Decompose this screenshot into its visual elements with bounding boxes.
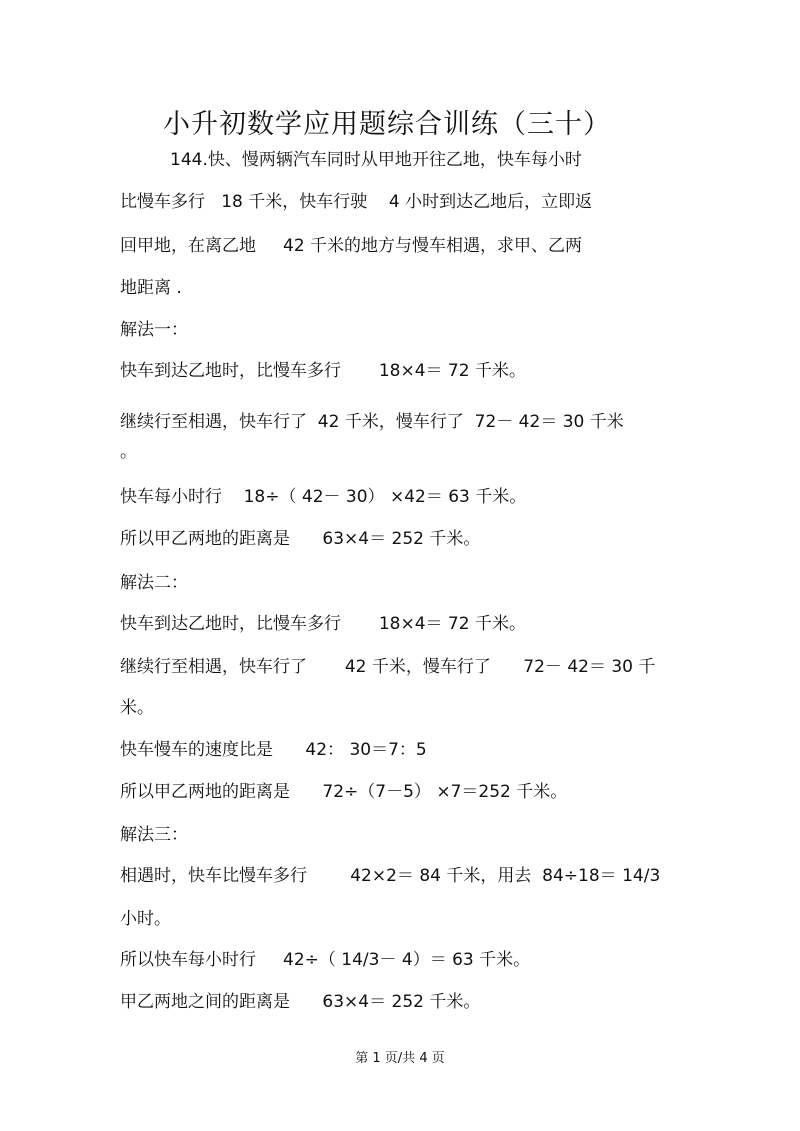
- solution3-heading: 解法三：: [120, 825, 188, 845]
- solution1-line: 所以甲乙两地的距离是 63×4＝ 252 千米。: [120, 529, 481, 549]
- solution2-line: 所以甲乙两地的距离是 72÷（7－5） ×7＝252 千米。: [120, 782, 568, 802]
- page-footer: 第 1 页/共 4 页: [355, 1051, 445, 1066]
- solution3-line: 甲乙两地之间的距离是 63×4＝ 252 千米。: [120, 992, 481, 1012]
- solution2-line: 快车到达乙地时，比慢车多行 18×4＝ 72 千米。: [120, 614, 526, 634]
- solution1-line: 快车每小时行 18÷（ 42－ 30） ×42＝ 63 千米。: [120, 487, 527, 507]
- problem-line-4: 地距离 .: [120, 278, 182, 298]
- solution2-line: 米。: [120, 698, 154, 718]
- solution3-line: 相遇时，快车比慢车多行 42×2＝ 84 千米，用去 84÷18＝ 14/3: [120, 866, 661, 886]
- page-title: 小升初数学应用题综合训练（三十）: [163, 109, 611, 140]
- problem-line-2: 比慢车多行 18 千米，快车行驶 4 小时到达乙地后，立即返: [120, 192, 593, 212]
- solution1-line: 。: [120, 442, 137, 462]
- solution1-line: 继续行至相遇，快车行了 42 千米，慢车行了 72－ 42＝ 30 千米: [120, 412, 624, 432]
- solution1-heading: 解法一：: [120, 320, 188, 340]
- solution2-heading: 解法二：: [120, 573, 188, 593]
- solution3-line: 小时。: [120, 909, 171, 929]
- solution2-line: 快车慢车的速度比是 42： 30＝7：5: [120, 740, 427, 760]
- problem-line-3: 回甲地，在离乙地 42 千米的地方与慢车相遇，求甲、乙两: [120, 236, 583, 256]
- problem-line-1: 144.快、慢两辆汽车同时从甲地开往乙地，快车每小时: [170, 150, 582, 170]
- solution3-line: 所以快车每小时行 42÷（ 14/3－ 4）＝ 63 千米。: [120, 950, 531, 970]
- solution2-line: 继续行至相遇，快车行了 42 千米，慢车行了 72－ 42＝ 30 千: [120, 657, 656, 677]
- solution1-line: 快车到达乙地时，比慢车多行 18×4＝ 72 千米。: [120, 361, 526, 381]
